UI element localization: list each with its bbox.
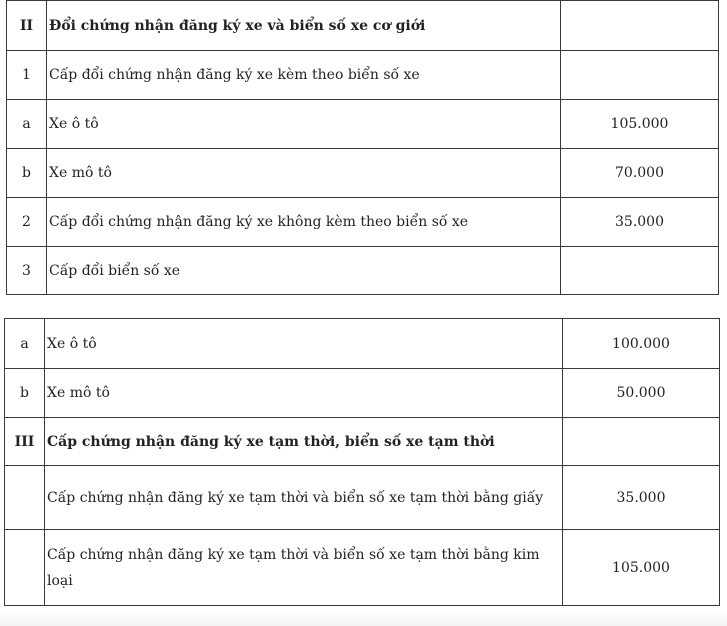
table-row — [5, 530, 720, 606]
table-row — [7, 51, 719, 100]
row-fee: 35.000 — [561, 198, 719, 247]
table-row — [5, 418, 720, 466]
row-fee: 105.000 — [561, 100, 719, 149]
row-number — [5, 466, 45, 530]
fee-table-part-1 — [6, 0, 719, 295]
table-row — [7, 198, 719, 247]
table-row — [5, 319, 720, 369]
row-number: a — [7, 100, 47, 149]
table-row — [7, 1, 719, 51]
row-number: 1 — [7, 51, 47, 100]
row-content: Cấp đổi chứng nhận đăng ký xe kèm theo biển số xe — [47, 51, 561, 100]
row-fee — [563, 418, 720, 466]
table-row — [5, 466, 720, 530]
row-fee — [561, 1, 719, 51]
row-fee: 50.000 — [563, 369, 720, 418]
row-content: Xe mô tô — [45, 369, 563, 418]
row-content: Cấp đổi chứng nhận đăng ký xe không kèm theo biển số xe — [47, 198, 561, 247]
row-number — [5, 530, 45, 606]
row-number: III — [5, 418, 45, 466]
row-number: 3 — [7, 247, 47, 295]
row-fee — [561, 247, 719, 295]
row-content: Cấp chứng nhận đăng ký xe tạm thời, biển số xe tạm thời — [45, 418, 563, 466]
row-number: a — [5, 319, 45, 369]
row-content: Xe mô tô — [47, 149, 561, 198]
row-content: Cấp chứng nhận đăng ký xe tạm thời và biển số xe tạm thời bằng kim loại — [45, 530, 563, 606]
table-row — [7, 100, 719, 149]
row-number: II — [7, 1, 47, 51]
table-row — [7, 247, 719, 295]
bottom-shadow — [0, 612, 727, 626]
row-fee: 100.000 — [563, 319, 720, 369]
fee-table-part-2 — [4, 318, 720, 606]
row-content: Xe ô tô — [47, 100, 561, 149]
table-row — [7, 149, 719, 198]
row-content: Đổi chứng nhận đăng ký xe và biển số xe cơ giới — [47, 1, 561, 51]
row-number: 2 — [7, 198, 47, 247]
row-fee: 35.000 — [563, 466, 720, 530]
table-row — [5, 369, 720, 418]
row-fee: 70.000 — [561, 149, 719, 198]
row-content: Cấp đổi biển số xe — [47, 247, 561, 295]
row-fee — [561, 51, 719, 100]
row-number: b — [5, 369, 45, 418]
row-fee: 105.000 — [563, 530, 720, 606]
row-number: b — [7, 149, 47, 198]
row-content: Xe ô tô — [45, 319, 563, 369]
row-content: Cấp chứng nhận đăng ký xe tạm thời và biển số xe tạm thời bằng giấy — [45, 466, 563, 530]
